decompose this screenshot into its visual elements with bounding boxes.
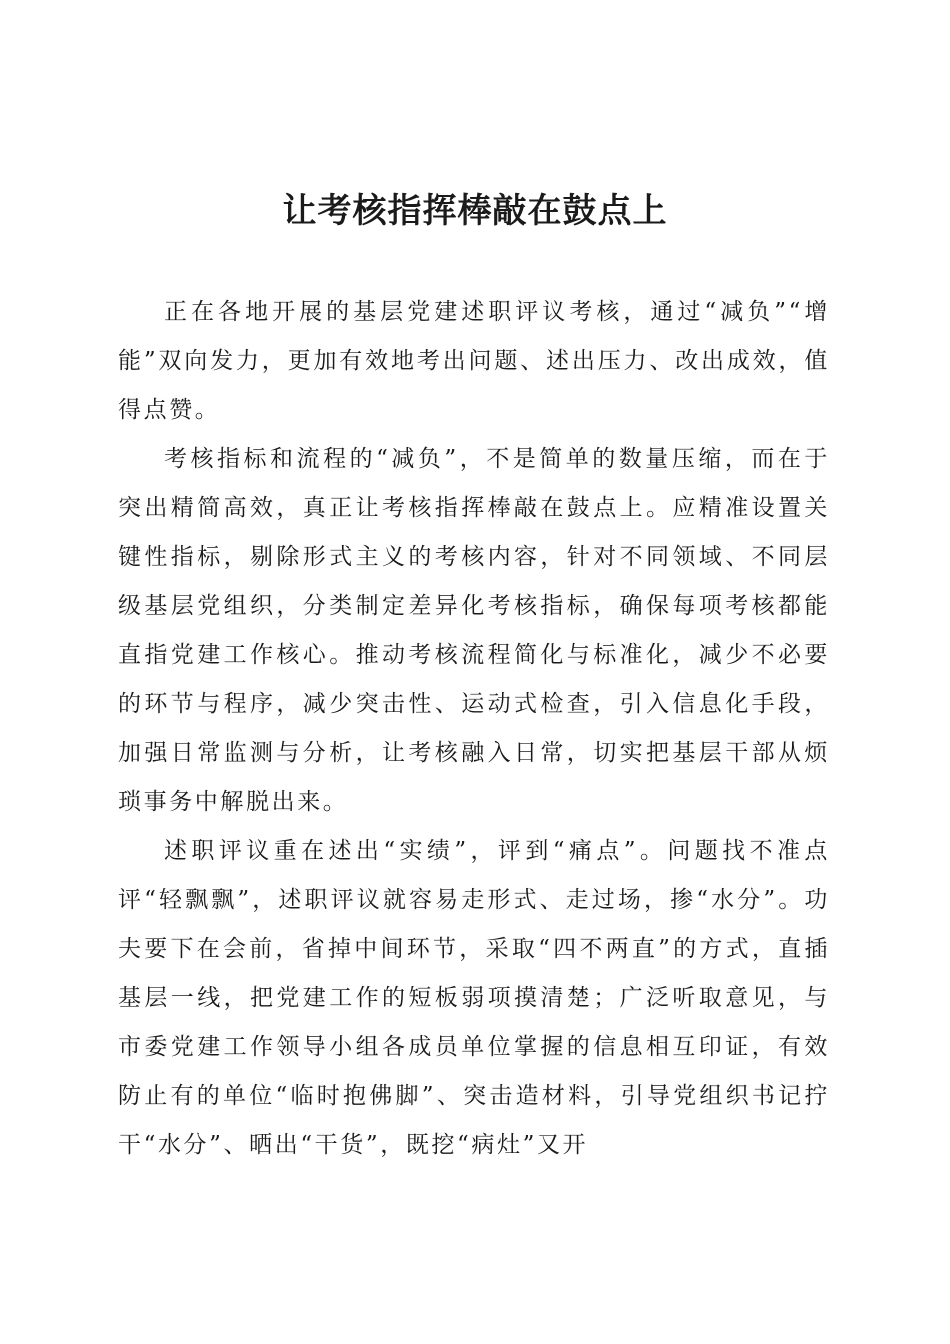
paragraph-3: 述职评议重在述出“实绩”，评到“痛点”。问题找不准点评“轻飘飘”，述职评议就容易走形式、走过场，掺“水分”。功夫要下在会前，省掉中间环节，采取“四不两直”的方式，直插基层一线，把党建工作的短板弱项摸清楚；广泛听取意见，与市委党建工作领导小组各成员单位掌握的信息相互印证，有效防止有的单位“临时抱佛脚”、突击造材料，引导党组织书记拧干“水分”、晒出“干货”，既挖“病灶”又开 bbox=[118, 838, 830, 1158]
paragraph-1: 正在各地开展的基层党建述职评议考核，通过“减负”“增能”双向发力，更加有效地考出问题、述出压力、改出成效，值得点赞。 bbox=[118, 299, 830, 423]
paragraph-2: 考核指标和流程的“减负”，不是简单的数量压缩，而在于突出精简高效，真正让考核指挥棒敲在鼓点上。应精准设置关键性指标，剔除形式主义的考核内容，针对不同领域、不同层级基层党组织，分类制定差异化考核指标，确保每项考核都能直指党建工作核心。推动考核流程简化与标准化，减少不必要的环节与程序，减少突击性、运动式检查，引入信息化手段，加强日常监测与分析，让考核融入日常，切实把基层干部从烦琐事务中解脱出来。 bbox=[118, 446, 830, 815]
document-body bbox=[118, 288, 830, 1170]
document-title: 让考核指挥棒敲在鼓点上 bbox=[282, 191, 668, 231]
